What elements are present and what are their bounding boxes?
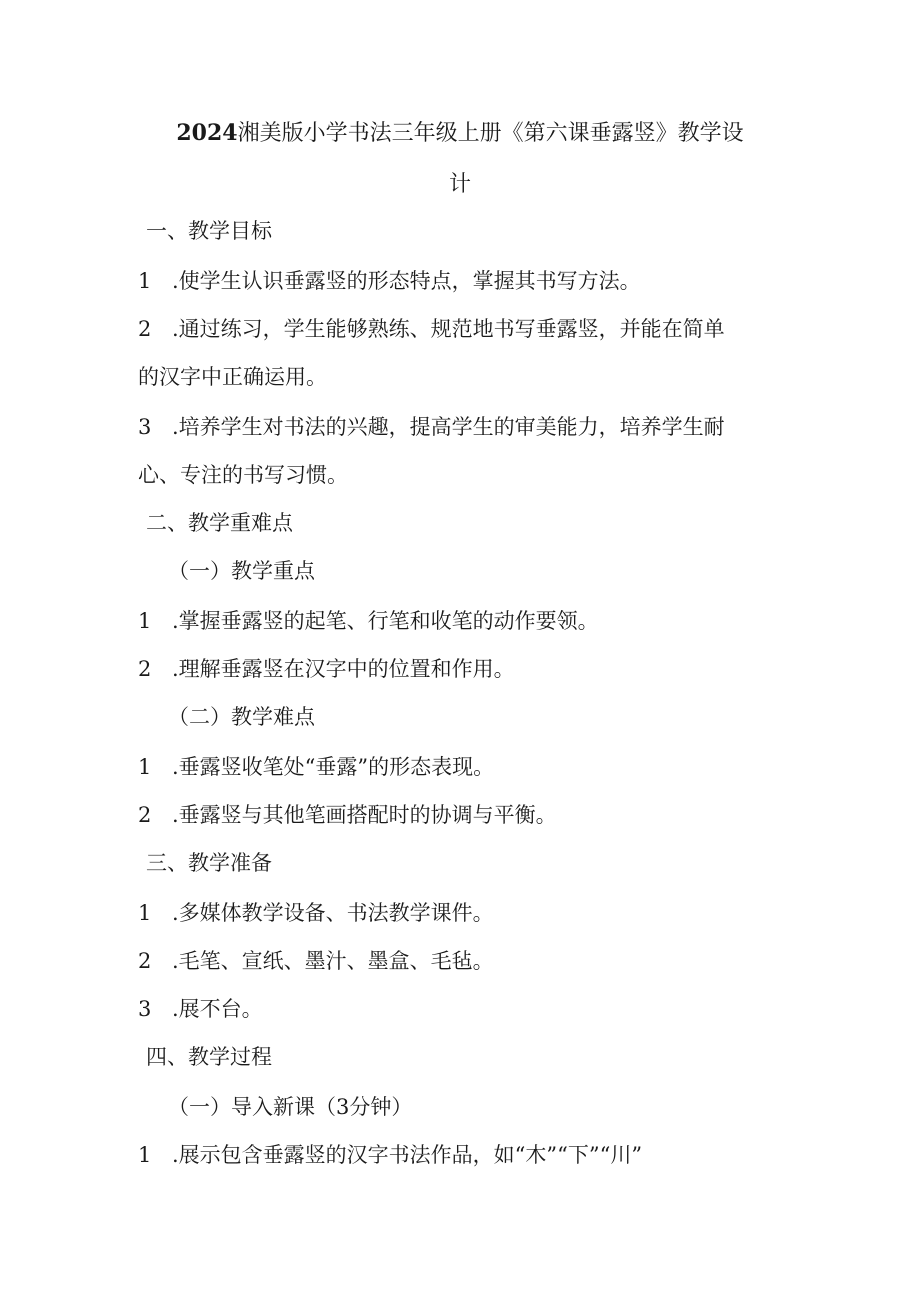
item-text: .掌握垂露竖的起笔、行笔和收笔的动作要领。 (172, 609, 599, 633)
section-heading-process: 四、教学过程 (146, 1045, 272, 1069)
item-number: 2 (138, 317, 152, 341)
subsection-heading-focus: （一）教学重点 (168, 559, 315, 583)
section-heading-preparation: 三、教学准备 (146, 851, 272, 875)
subsection-heading-difficulty: （二）教学难点 (168, 705, 315, 729)
item-text: .展不台。 (172, 997, 263, 1021)
item-number: 3 (138, 415, 152, 439)
preparation-item-1 (138, 898, 494, 928)
focus-item-2 (138, 654, 515, 684)
section-heading-key-points: 二、教学重难点 (146, 511, 293, 535)
item-number: 2 (138, 949, 152, 973)
objective-item-2 (138, 314, 725, 344)
difficulty-item-2 (138, 800, 557, 830)
item-text: .培养学生对书法的兴趣，提高学生的审美能力，培养学生耐 (172, 415, 725, 439)
objective-item-3-continued: 心、专注的书写习惯。 (138, 463, 348, 487)
item-text: .通过练习，学生能够熟练、规范地书写垂露竖，并能在简单 (172, 317, 725, 341)
item-text: .毛笔、宣纸、墨汁、墨盒、毛毡。 (172, 949, 494, 973)
item-number: 1 (138, 1143, 152, 1167)
item-text: .使学生认识垂露竖的形态特点，掌握其书写方法。 (172, 269, 641, 293)
item-text: .展示包含垂露竖的汉字书法作品，如“木”“下”“川” (172, 1143, 643, 1167)
preparation-item-3 (138, 994, 263, 1024)
difficulty-item-1 (138, 752, 494, 782)
preparation-item-2 (138, 946, 494, 976)
objective-item-3 (138, 412, 725, 442)
process-item-1 (138, 1140, 642, 1170)
item-text: .理解垂露竖在汉字中的位置和作用。 (172, 657, 515, 681)
item-number: 2 (138, 803, 152, 827)
item-text: .垂露竖与其他笔画搭配时的协调与平衡。 (172, 803, 557, 827)
item-number: 1 (138, 269, 152, 293)
item-text: .多媒体教学设备、书法教学课件。 (172, 901, 494, 925)
subsection-heading-introduction: （一）导入新课（3分钟） (168, 1095, 413, 1119)
objective-item-1 (138, 266, 641, 296)
item-number: 1 (138, 609, 152, 633)
item-number: 1 (138, 901, 152, 925)
item-number: 2 (138, 657, 152, 681)
document-title-line-2: 计 (448, 172, 471, 197)
section-heading-objectives: 一、教学目标 (146, 219, 272, 243)
document-title-line-1 (140, 118, 780, 149)
objective-item-2-continued: 的汉字中正确运用。 (138, 365, 327, 389)
focus-item-1 (138, 606, 599, 636)
item-number: 3 (138, 997, 152, 1021)
item-text: .垂露竖收笔处“垂露”的形态表现。 (172, 755, 495, 779)
title-text: 湘美版小学书法三年级上册《第六课垂露竖》教学设 (237, 121, 744, 146)
title-year: 2024 (176, 120, 238, 146)
item-number: 1 (138, 755, 152, 779)
